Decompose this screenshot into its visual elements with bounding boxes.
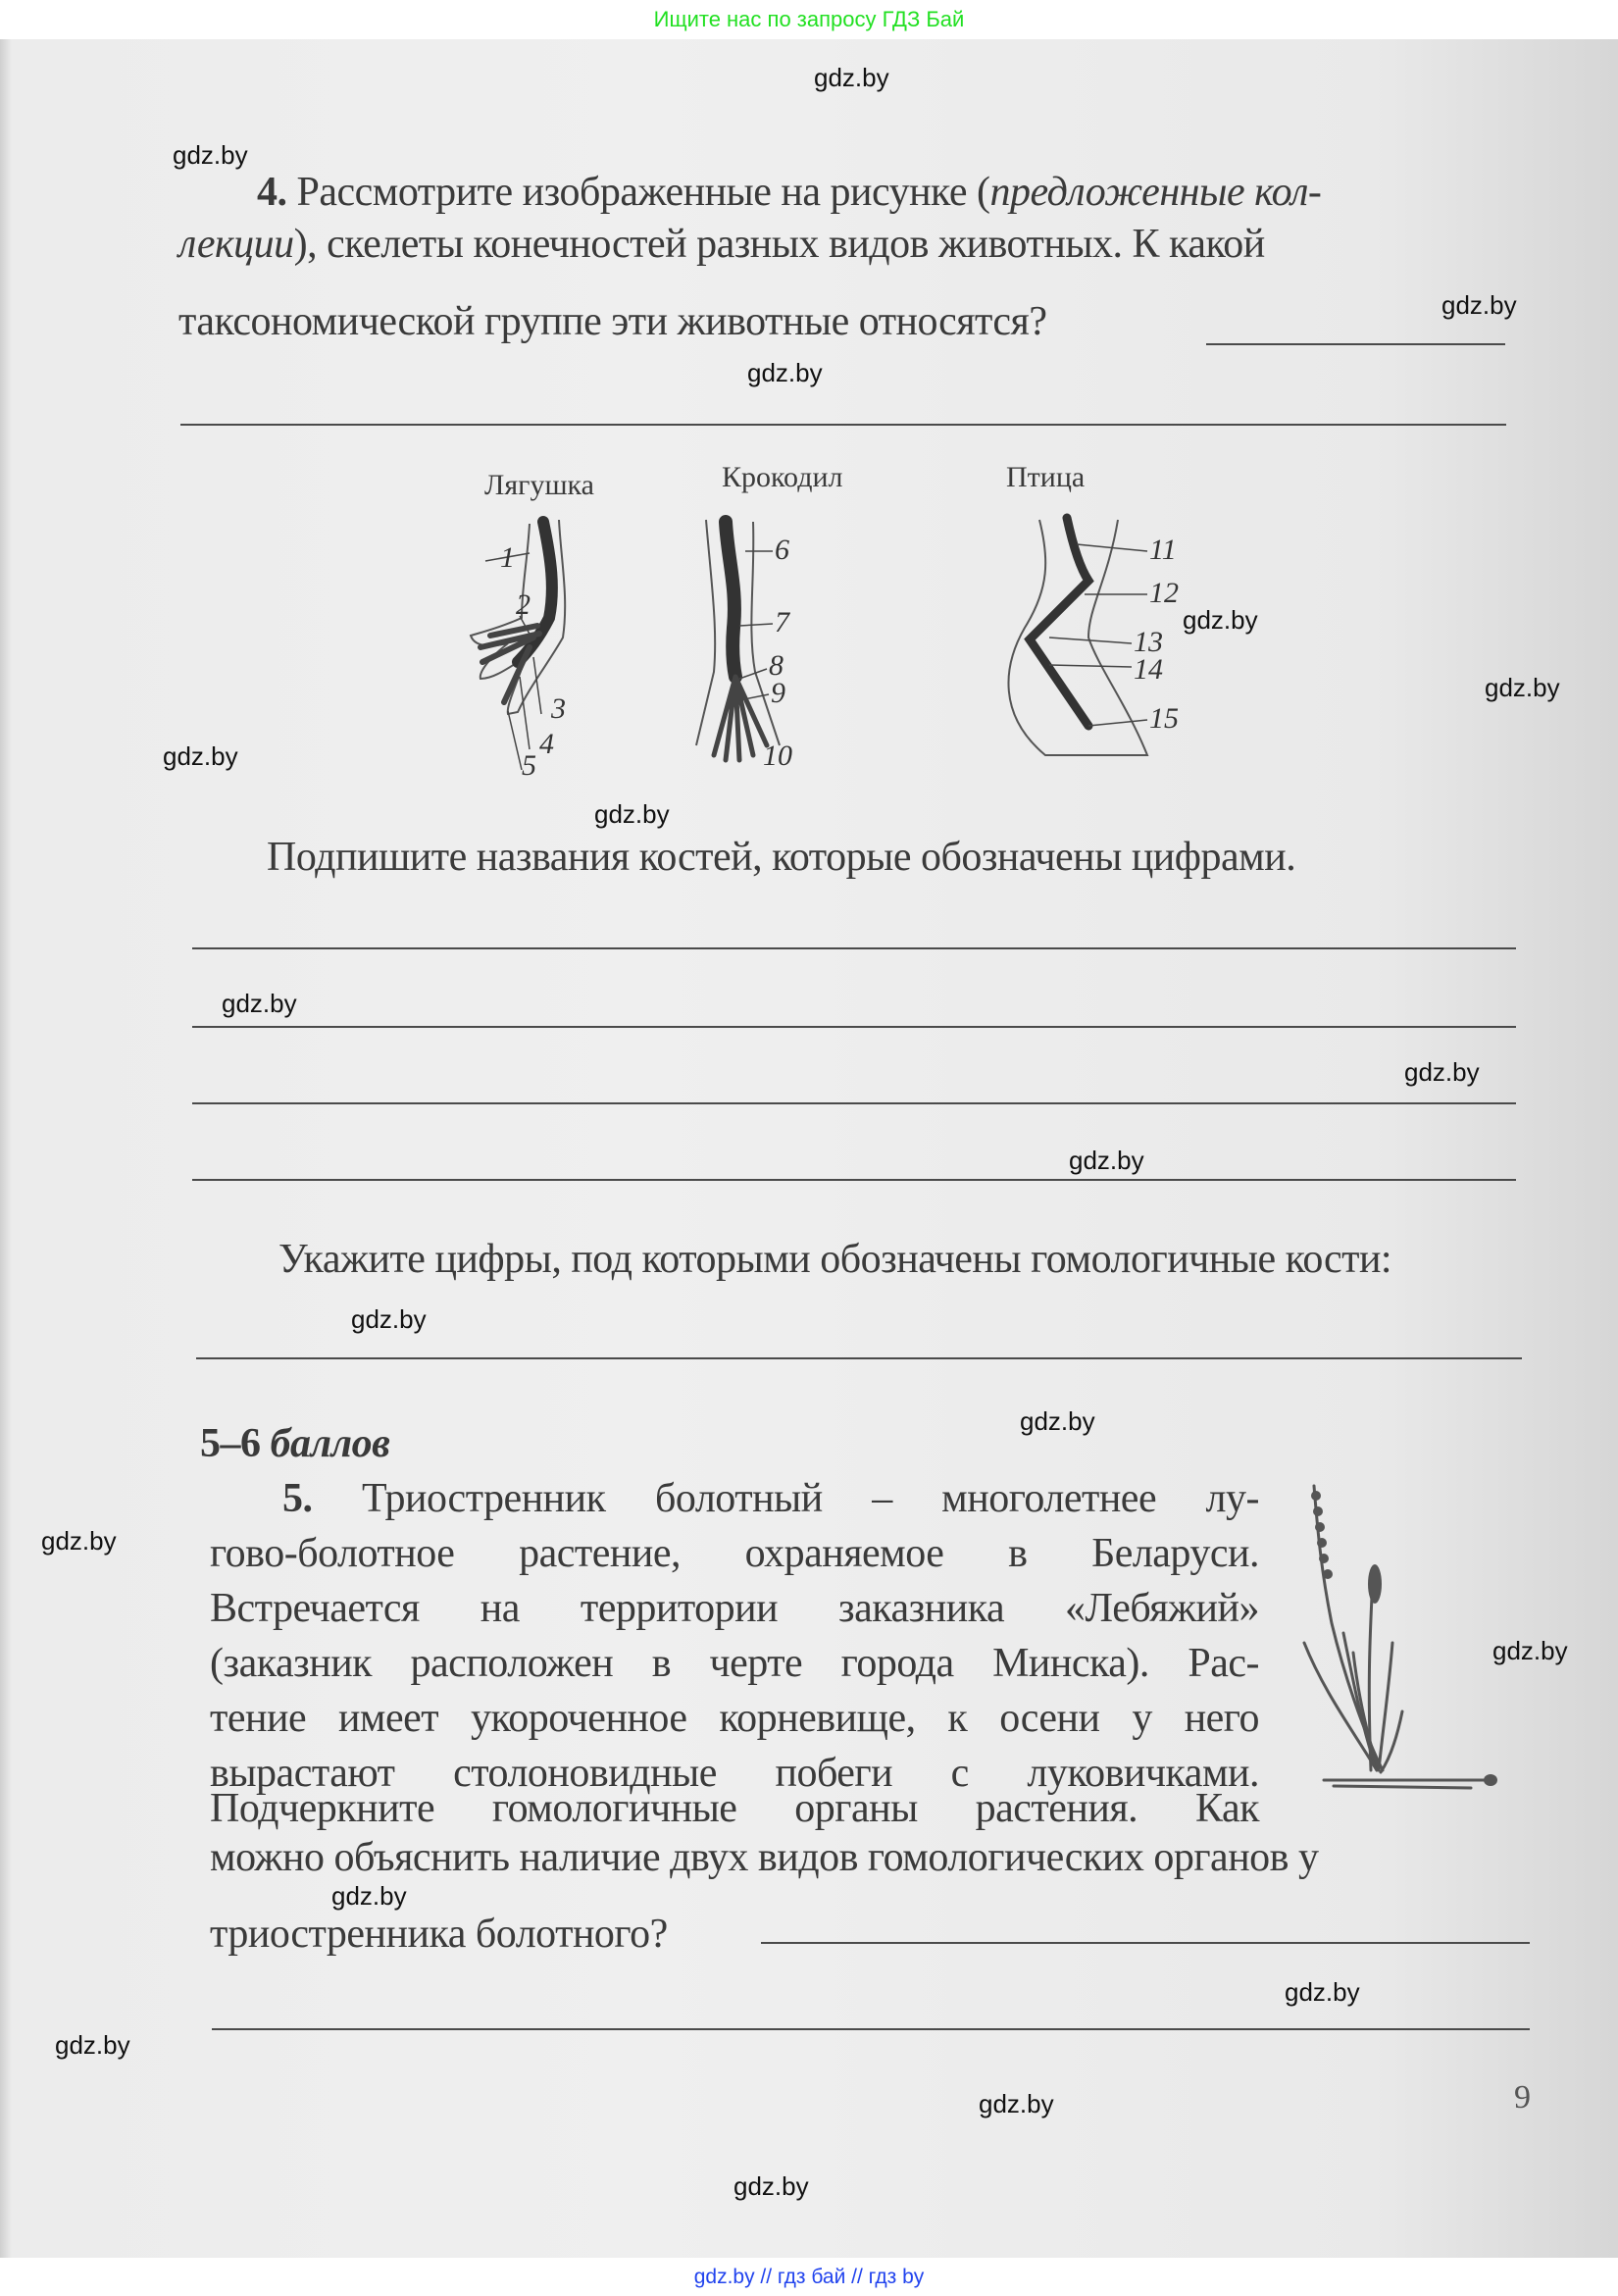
task5-line-4: тение имеет укороченное корневище, к осени у него (210, 1696, 1259, 1741)
footer-banner-text[interactable]: gdz.by // гдз бай // гдз by (693, 2266, 925, 2288)
watermark: gdz.by (331, 1881, 407, 1911)
watermark: gdz.by (41, 1526, 117, 1556)
answer-line[interactable] (192, 947, 1516, 949)
watermark: gdz.by (594, 799, 670, 829)
task5-line-2: Встречается на территории заказника «Лебяжий» (210, 1586, 1259, 1631)
task5-line-8: триостренника болотного? (210, 1912, 668, 1957)
answer-line[interactable] (761, 1942, 1530, 1944)
watermark: gdz.by (814, 63, 889, 92)
watermark: gdz.by (1492, 1636, 1568, 1665)
answer-line[interactable] (1206, 343, 1505, 345)
answer-line[interactable] (192, 1102, 1516, 1104)
search-banner-link[interactable]: Ищите нас по запросу ГДЗ Бай (653, 7, 965, 31)
watermark: gdz.by (1020, 1406, 1095, 1436)
task5-line-3: (заказник расположен в черте города Минска). Рас- (210, 1641, 1259, 1686)
task5-line-6: Подчеркните гомологичные органы растения. Как (210, 1786, 1259, 1831)
watermark: gdz.by (55, 2030, 130, 2060)
task4-line1: 4. Рассмотрите изображенные на рисунке (предложенные кол- (257, 170, 1322, 215)
answer-line[interactable] (196, 1357, 1522, 1359)
skeleton-drawing-icon (461, 461, 1226, 785)
watermark: gdz.by (1485, 673, 1560, 702)
watermark: gdz.by (1404, 1057, 1480, 1087)
watermark: gdz.by (222, 989, 297, 1018)
watermark: gdz.by (747, 358, 823, 387)
task4-number: 4. (257, 170, 287, 215)
label-crocodile: Крокодил (722, 461, 843, 493)
section-heading: 5–6 баллов (200, 1421, 390, 1466)
search-banner (0, 0, 1618, 39)
task5-number: 5. (282, 1476, 313, 1521)
task4-line2: лекции), скелеты конечностей разных видов животных. К какой (178, 222, 1265, 267)
answer-line[interactable] (192, 1026, 1516, 1028)
task4-instruction1: Подпишите названия костей, которые обозначены цифрами. (267, 835, 1296, 880)
footer-banner (0, 2258, 1618, 2296)
task4-line3: таксономической группе эти животные относятся? (178, 299, 1047, 344)
label-bird: Птица (1006, 461, 1086, 493)
page-number: 9 (1514, 2079, 1531, 2116)
watermark: gdz.by (173, 140, 248, 170)
answer-line[interactable] (212, 2028, 1530, 2030)
limb-skeletons-figure: Лягушка Крокодил Птица 1 2 3 4 5 6 7 8 9 10 11 12 13 14 15 (461, 461, 1226, 785)
task5-line-0: 5. Триостренник болотный – многолетнее лу- (282, 1476, 1259, 1521)
task5-line-7: можно объяснить наличие двух видов гомологических органов у (210, 1835, 1319, 1880)
watermark: gdz.by (1441, 290, 1517, 320)
task5-line-1: гово-болотное растение, охраняемое в Беларуси. (210, 1531, 1259, 1576)
answer-line[interactable] (192, 1179, 1516, 1181)
task5-line-5: вырастают столоновидные побеги с луковичками. (210, 1751, 1259, 1796)
task4-instruction2: Укажите цифры, под которыми обозначены гомологичные кости: (278, 1237, 1392, 1282)
watermark: gdz.by (1285, 1977, 1360, 2007)
watermark: gdz.by (979, 2089, 1054, 2118)
label-frog: Лягушка (484, 469, 594, 501)
answer-line[interactable] (180, 424, 1506, 426)
watermark: gdz.by (1183, 605, 1258, 635)
watermark: gdz.by (1069, 1146, 1144, 1175)
plant-illustration-icon (1294, 1476, 1510, 1800)
watermark: gdz.by (733, 2171, 809, 2201)
watermark: gdz.by (163, 741, 238, 771)
watermark: gdz.by (351, 1304, 427, 1334)
